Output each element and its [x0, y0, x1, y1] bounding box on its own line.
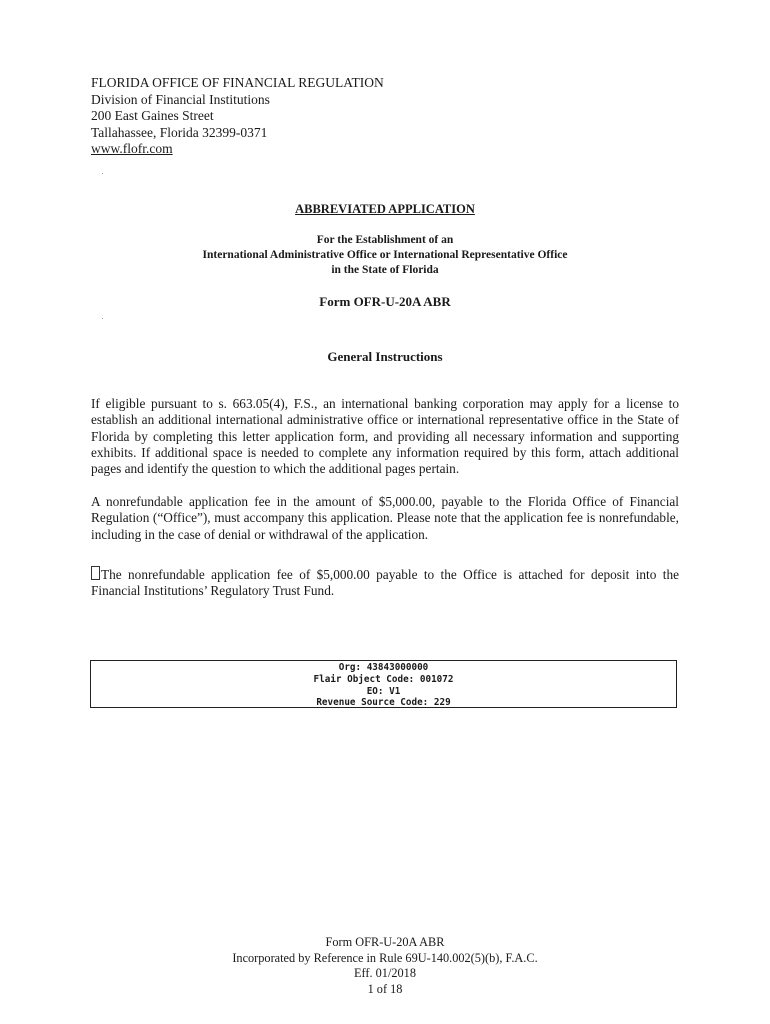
city-state-zip: Tallahassee, Florida 32399-0371 — [91, 124, 268, 140]
subtitle-line-2: International Administrative Office or International Representative Office — [202, 249, 568, 261]
stray-mark — [102, 173, 103, 174]
fee-attached-checkbox[interactable] — [91, 566, 100, 580]
instructions-paragraph-2: A nonrefundable application fee in the amount of $5,000.00, payable to the Florida Office of Financial Regulation (“Office”), must accompany this application. Please note that the application fee is nonrefundable, including in the case of denial or withdrawal of the application. — [91, 494, 679, 542]
revenue-source-code: Revenue Source Code: 229 — [316, 697, 451, 709]
footer-page-number: 1 of 18 — [367, 981, 403, 996]
fee-acknowledgement-text: The nonrefundable application fee of $5,000.00 payable to the Office is attached for deposit into the Financial Institutions’ Regulatory Trust Fund. — [91, 567, 679, 599]
division-name: Division of Financial Institutions — [91, 91, 270, 107]
document-title: ABBREVIATED APPLICATION — [295, 202, 475, 216]
subtitle-line-1: For the Establishment of an — [316, 234, 454, 246]
footer-rule-reference: Incorporated by Reference in Rule 69U-140.002(5)(b), F.A.C. — [232, 950, 538, 965]
eo-code: EO: V1 — [366, 685, 401, 697]
form-number: Form OFR-U-20A ABR — [319, 294, 451, 309]
footer-form-number: Form OFR-U-20A ABR — [325, 935, 445, 949]
footer-effective-date: Eff. 01/2018 — [354, 966, 416, 980]
stray-mark — [102, 318, 103, 319]
agency-name: FLORIDA OFFICE OF FINANCIAL REGULATION — [91, 75, 384, 90]
page-footer — [0, 935, 770, 997]
agency-header — [91, 75, 384, 158]
instructions-paragraph-1: If eligible pursuant to s. 663.05(4), F.S., an international banking corporation may apply for a license to establish an additional international administrative office or international representative office in the State of Florida by completing this letter application form, and providing all necessary information and supporting exhibits. If additional space is needed to complete any information required by this form, attach additional pages and identify the question to which the additional pages pertain. — [91, 396, 679, 477]
flair-object-code: Flair Object Code: 001072 — [313, 673, 454, 685]
fee-acknowledgement — [91, 566, 679, 600]
website-link[interactable]: www.flofr.com — [91, 141, 173, 156]
document-subtitle — [0, 233, 770, 278]
subtitle-line-3: in the State of Florida — [331, 264, 439, 276]
org-code: Org: 43843000000 — [338, 662, 429, 673]
accounting-code-box — [90, 660, 677, 708]
street-address: 200 East Gaines Street — [91, 108, 214, 123]
instructions-heading: General Instructions — [327, 349, 443, 364]
